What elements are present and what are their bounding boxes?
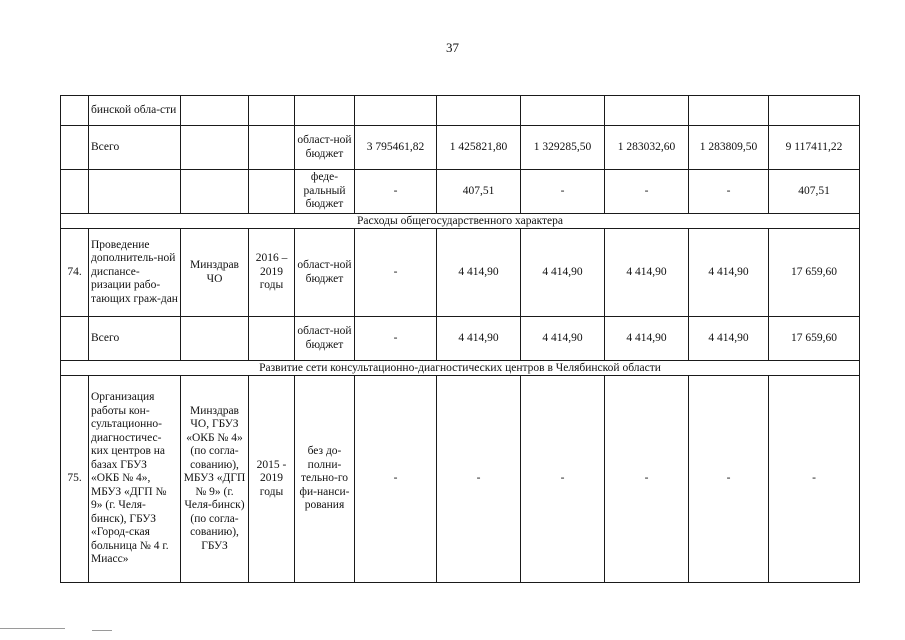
row-number-cell: 74. (61, 229, 89, 317)
section-heading: Развитие сети консультационно-диагностических центров в Челябинской области (61, 361, 860, 376)
row-name-cell: Организация работы кон-сультационно-диагностичес-ких центров на базах ГБУЗ «ОКБ № 4», МБУЗ «ДГП № 9» (г. Челя-бинск), ГБУЗ «Город-ская больница № 4 г. Миасс» (89, 376, 181, 583)
amount-cell: 1 283809,50 (689, 126, 769, 170)
amount-cell: 407,51 (437, 170, 521, 214)
amount-cell: - (605, 170, 689, 214)
funding-source: област-ной бюджет (295, 317, 355, 361)
section-row (61, 361, 860, 376)
budget-table (60, 95, 860, 583)
amount-cell: - (605, 376, 689, 583)
table-row (61, 170, 860, 214)
row-name-cell: Проведение дополнитель-ной диспансе-ризации рабо-тающих граж-дан (89, 229, 181, 317)
amount-cell: - (355, 170, 437, 214)
amount-cell: 3 795461,82 (355, 126, 437, 170)
amount-cell: 1 329285,50 (521, 126, 605, 170)
scan-artifact-line (92, 630, 112, 631)
section-heading: Расходы общегосударственного характера (61, 214, 860, 229)
amount-cell: - (355, 317, 437, 361)
amount-cell: - (689, 376, 769, 583)
amount-total-cell: 407,51 (769, 170, 860, 214)
funding-source: област-ной бюджет (295, 229, 355, 317)
amount-cell: 4 414,90 (605, 229, 689, 317)
table-row (61, 376, 860, 583)
section-row (61, 214, 860, 229)
amount-cell: - (521, 376, 605, 583)
amount-total-cell: - (769, 376, 860, 583)
amount-cell: 1 425821,80 (437, 126, 521, 170)
amount-cell: 4 414,90 (521, 317, 605, 361)
amount-cell: 4 414,90 (689, 317, 769, 361)
amount-cell: - (521, 170, 605, 214)
amount-cell: - (355, 229, 437, 317)
amount-cell: - (689, 170, 769, 214)
amount-cell: - (437, 376, 521, 583)
row-number-cell (61, 96, 89, 126)
funding-source: феде-ральный бюджет (295, 170, 355, 214)
amount-total-cell: 17 659,60 (769, 317, 860, 361)
period-cell: 2016 – 2019 годы (249, 229, 295, 317)
amount-total-cell: 17 659,60 (769, 229, 860, 317)
amount-cell: 4 414,90 (437, 229, 521, 317)
table-row (61, 317, 860, 361)
period-cell: 2015 - 2019 годы (249, 376, 295, 583)
page-number: 37 (446, 40, 459, 55)
scan-artifact-line (0, 628, 65, 629)
table-row (61, 229, 860, 317)
executor-cell: Минздрав ЧО, ГБУЗ «ОКБ № 4» (по согла-сованию), МБУЗ «ДГП № 9» (г. Челя-бинск) (по согла-сованию), ГБУЗ (181, 376, 249, 583)
row-name-cell: бинской обла-сти (89, 96, 181, 126)
row-number-cell: 75. (61, 376, 89, 583)
amount-cell: 4 414,90 (605, 317, 689, 361)
total-label: Всего (89, 317, 181, 361)
funding-source: област-ной бюджет (295, 126, 355, 170)
amount-total-cell: 9 117411,22 (769, 126, 860, 170)
amount-cell: 4 414,90 (689, 229, 769, 317)
executor-cell: Минздрав ЧО (181, 229, 249, 317)
total-label: Всего (89, 126, 181, 170)
amount-cell: 4 414,90 (521, 229, 605, 317)
table-row (61, 126, 860, 170)
table-row (61, 96, 860, 126)
amount-cell: - (355, 376, 437, 583)
amount-cell: 4 414,90 (437, 317, 521, 361)
amount-cell: 1 283032,60 (605, 126, 689, 170)
funding-source: без до-полни-тельно-го фи-нанси-рования (295, 376, 355, 583)
